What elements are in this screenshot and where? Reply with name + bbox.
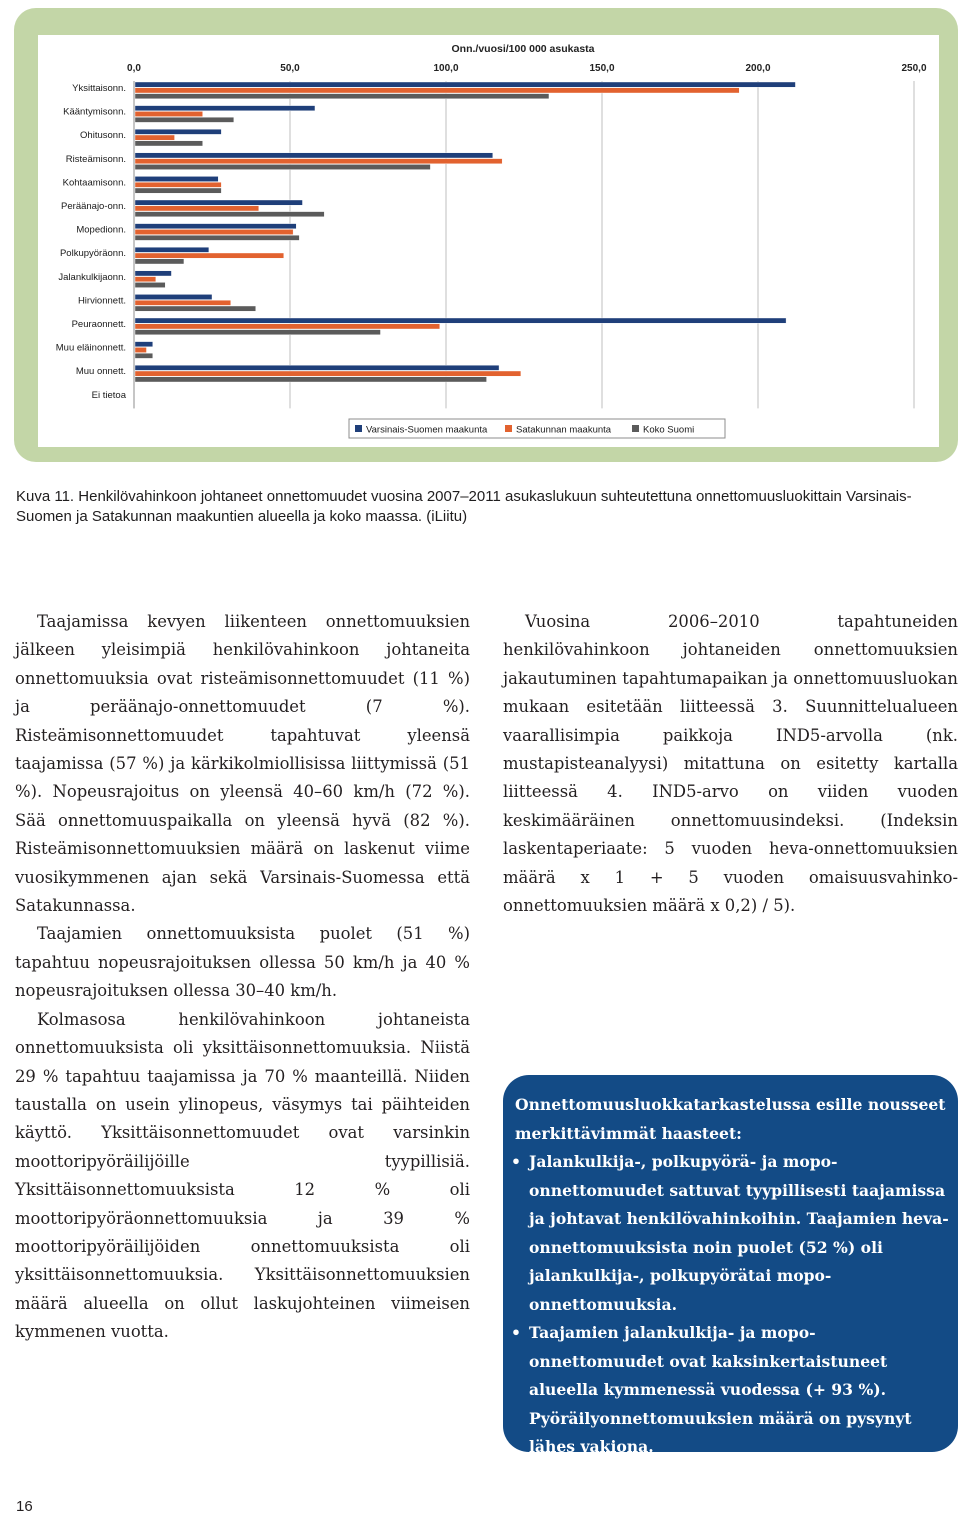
bar (135, 224, 296, 229)
bar (135, 271, 171, 276)
x-tick-label: 200,0 (745, 63, 771, 74)
category-label: Ohitusonn. (80, 130, 126, 142)
chart-area (38, 35, 939, 447)
bar (135, 377, 487, 382)
bar (135, 330, 380, 335)
bar (135, 200, 302, 205)
highlight-list (511, 1148, 950, 1462)
x-tick-label: 150,0 (589, 63, 615, 74)
bar (135, 188, 221, 193)
bar (135, 164, 430, 169)
x-tick-label: 250,0 (901, 63, 927, 74)
bar-chart (38, 35, 939, 447)
bar (135, 212, 324, 217)
bar (135, 106, 315, 111)
legend-swatch (355, 425, 362, 432)
bar (135, 277, 156, 282)
bar (135, 206, 259, 211)
paragraph: Taajamissa kevyen liikenteen onnettomuuksien jälkeen yleisimpiä henkilövahinkoon johtaneita onnettomuuksia ovat risteämisonnettomuudet (11 %) ja peräänajo-onnettomuudet (7 %). Risteämisonnettomuudet tapahtuvat yleensä taajamissa (57 %) ja kärkikolmiollisissa liittymissä (51 %). Nopeusrajoitus on yleensä 40–60 km/h (72 %). Sää onnettomuuspaikalla on yleensä hyvä (82 %). Risteämisonnettomuuksien määrä on laskenut viime vuosikymmenen ajan sekä Varsinais-Suomessa että Satakunnassa. (15, 612, 470, 916)
category-label: Kääntymisonn. (63, 106, 126, 118)
bullet-icon: • (511, 1323, 521, 1342)
bar (135, 135, 175, 140)
figure-caption: Kuva 11. Henkilövahinkoon johtaneet onnettomuudet vuosina 2007–2011 asukaslukuun suhteutettuna onnettomuusluokittain Varsinais-Suomen ja Satakunnan maakuntien alueella ja koko maassa. (iLiitu) (16, 488, 912, 525)
highlight-box-heading: Onnettomuusluokkatarkastelussa esille nousseet merkittävimmät haasteet: (515, 1095, 946, 1143)
bar (135, 229, 293, 234)
legend-label: Varsinais-Suomen maakunta (366, 424, 488, 436)
bar (135, 94, 549, 99)
category-label: Polkupyöräonn. (59, 248, 126, 260)
bar (135, 82, 795, 87)
bar (135, 159, 502, 164)
bar (135, 324, 440, 329)
x-tick-label: 50,0 (280, 63, 300, 74)
legend-swatch (505, 425, 512, 432)
bar (135, 129, 221, 134)
chart-frame (14, 8, 958, 462)
page-number: 16 (16, 1498, 33, 1515)
paragraph: Taajamien onnettomuuksista puolet (51 %) tapahtuu nopeusrajoituksen ollessa 50 km/h ja 40 % nopeusrajoituksen ollessa 30–40 km/h. (15, 924, 470, 1001)
paragraph: Vuosina 2006–2010 tapahtuneiden henkilövahinkoon johtaneiden onnettomuuksien jakautuminen tapahtumapaikan ja onnettomuusluokan mukaan esitetään liitteessä 3. Suunnittelualueen vaarallisimpia paikkoja IND5-arvolla (nk. mustapisteanalyysi) mitattuna on esitetty kartalla liitteessä 4. IND5-arvo on viiden vuoden keskimääräinen onnettomuusindeksi. (Indeksin laskentaperiaate: 5 vuoden heva-onnettomuuksien määrä x 1 + 5 vuoden omaisuusvahinko-onnettomuuksien määrä x 0,2) / 5). (503, 612, 958, 916)
category-label: Jalankulkijaonn. (58, 271, 126, 283)
left-column (15, 608, 470, 1347)
list-item (511, 1319, 950, 1462)
bar (135, 182, 221, 187)
bar (135, 353, 153, 358)
list-item (511, 1148, 950, 1319)
legend-label: Satakunnan maakunta (516, 424, 612, 436)
bar (135, 282, 165, 287)
bar (135, 88, 739, 93)
highlight-box (503, 1075, 958, 1456)
bar (135, 153, 493, 158)
chart-title: Onn./vuosi/100 000 asukasta (451, 43, 595, 55)
category-label: Risteämisonn. (65, 153, 126, 165)
list-item-text: Taajamien jalankulkija- ja mopo-onnettomuudet ovat kaksinkertaistuneet alueella kymmenessä vuodessa (+ 93 %). Pyöräilyonnettomuuksien määrä on pysynyt lähes vakiona. (529, 1323, 912, 1456)
category-label: Muu eläinonnett. (55, 342, 126, 354)
bar (135, 117, 234, 122)
bullet-icon: • (511, 1152, 521, 1171)
category-label: Yksittaisonn. (72, 83, 126, 94)
bar (135, 235, 299, 240)
right-column (503, 608, 958, 920)
category-label: Peräänajo-onn. (61, 201, 126, 212)
x-tick-label: 100,0 (433, 63, 459, 74)
paragraph: Kolmasosa henkilövahinkoon johtaneista onnettomuuksista oli yksittäisonnettomuuksia. Niistä 29 % tapahtuu taajamissa ja 70 % maanteillä. Niiden taustalla on usein ylinopeus, väsymys tai päihteiden käyttö. Yksittäisonnettomuudet ovat varsinkin moottoripyöräilijöille tyypillisiä. Yksittäisonnettomuuksista 12 % oli moottoripyöräonnettomuuksia ja 39 % moottoripyöräilijöiden onnettomuuksista oli yksittäisonnettomuuksia. Yksittäisonnettomuuksien määrä alueella on ollut laskujohteinen viimeisen kymmenen vuotta. (15, 1009, 470, 1342)
bar (135, 247, 209, 252)
bar (135, 306, 256, 311)
bar (135, 342, 153, 347)
bar (135, 111, 203, 116)
bar (135, 318, 786, 323)
category-label: Peuraonnett. (71, 319, 126, 330)
category-label: Mopedionn. (76, 224, 126, 236)
category-label: Muu onnett. (75, 366, 126, 378)
bar (135, 253, 284, 258)
legend-label: Koko Suomi (643, 424, 695, 436)
category-label: Ei tietoa (91, 389, 126, 401)
bar (135, 141, 203, 146)
list-item-text: Jalankulkija-, polkupyörä- ja mopo-onnettomuudet sattuvat tyypillisesti taajamissa ja johtavat henkilövahinkoihin. Taajamien heva-onnettomuuksista noin puolet (52 %) oli jalankulkija-, polkupyörätai mopo-onnettomuuksia. (529, 1152, 949, 1314)
bar (135, 294, 212, 299)
bar (135, 300, 231, 305)
bar (135, 176, 218, 181)
bar (135, 259, 184, 264)
category-label: Hirvionnett. (77, 295, 126, 307)
bar (135, 371, 521, 376)
bar (135, 347, 146, 352)
legend-swatch (632, 425, 639, 432)
category-label: Kohtaamisonn. (62, 177, 126, 189)
bar (135, 365, 499, 370)
x-tick-label: 0,0 (127, 63, 141, 74)
